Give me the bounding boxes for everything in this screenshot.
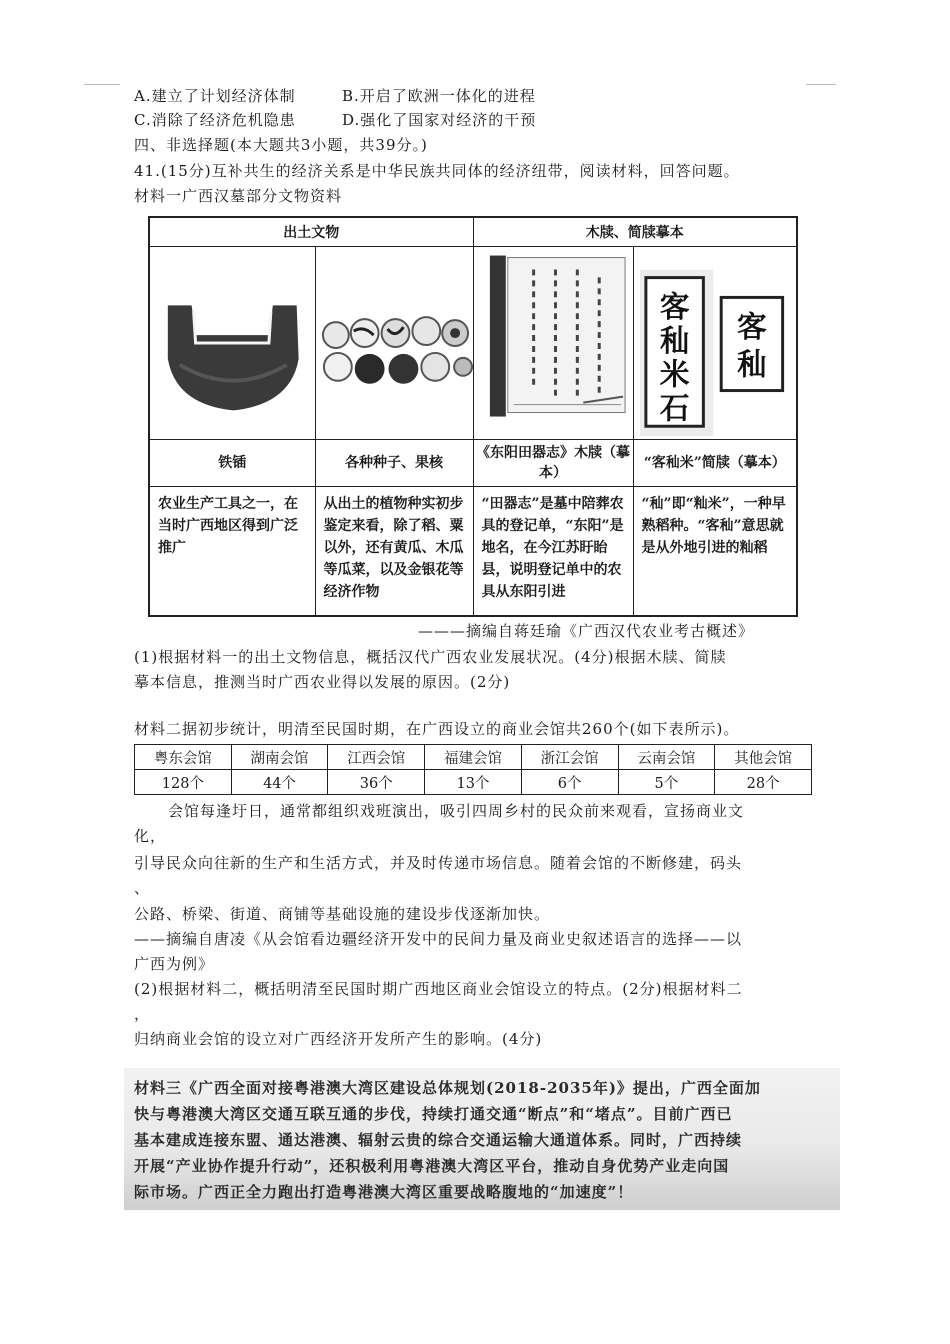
q2-line1: (2)根据材料二，概括明清至民国时期广西地区商业会馆设立的特点。(2分)根据材料二 <box>134 980 743 998</box>
option-b: B.开启了欧洲一体化的进程 <box>342 87 536 105</box>
header-unearthed-artifacts: 出土文物 <box>149 217 473 247</box>
slip-small-char-2: 秈 <box>736 347 767 383</box>
wood-slip-image <box>473 247 633 440</box>
material3-line4: 开展“产业协作提升行动”，还积极利用粤港澳大湾区平台，推动自身优势产业走向国 <box>134 1157 730 1175</box>
desc-wood-slip: “田器志”是墓中陪葬农具的登记单，“东阳”是地名，在今江苏盱眙县，说明登记单中的农具从东阳引进 <box>473 487 633 617</box>
q1-line1: (1)根据材料一的出土文物信息，概括汉代广西农业发展状况。(4分)根据木牍、简牍 <box>134 648 727 666</box>
guild-value-row <box>135 770 812 795</box>
seeds-icon <box>316 247 473 439</box>
caption-bamboo-slip: “客秈米”简牍（摹本） <box>633 440 797 487</box>
guild-table <box>134 744 812 795</box>
guild-value: 5个 <box>618 770 715 795</box>
option-c: C.消除了经济危机隐患 <box>134 111 296 129</box>
material2-source-line1: ——摘编自唐凌《从会馆看边疆经济开发中的民间力量及商业史叙述语言的选择——以 <box>134 930 743 948</box>
slip-char-2: 秈 <box>659 323 689 359</box>
material3-line5: 际市场。广西正全力跑出打造粤港澳大湾区重要战略腹地的“加速度”！ <box>134 1183 634 1201</box>
material2-para3: 公路、桥梁、街道、商铺等基础设施的建设步伐逐渐加快。 <box>134 905 551 923</box>
guild-header: 粤东会馆 <box>135 745 232 770</box>
slip-char-1: 客 <box>659 290 689 326</box>
material2-source-line2: 广西为例》 <box>134 955 215 973</box>
scan-rule-right <box>806 84 836 85</box>
guild-header: 浙江会馆 <box>521 745 618 770</box>
material2-para2-line2: 、 <box>134 879 151 897</box>
guild-value: 44个 <box>231 770 328 795</box>
guild-value: 28个 <box>715 770 812 795</box>
guild-header-row <box>135 745 812 770</box>
bamboo-slip-image <box>633 247 797 440</box>
seeds-image <box>315 247 473 440</box>
material2-intro: 材料二据初步统计，明清至民国时期，在广西设立的商业会馆共260个(如下表所示)。 <box>134 720 740 738</box>
caption-seeds: 各种种子、果核 <box>315 440 473 487</box>
material3-line3: 基本建成连接东盟、通达港澳、辐射云贵的综合交通运输大通道体系。同时，广西持续 <box>134 1131 743 1149</box>
desc-seeds: 从出土的植物种实初步鉴定来看，除了稻、粟以外，还有黄瓜、木瓜等瓜菜，以及金银花等经济作物 <box>315 487 473 617</box>
iron-spade-icon <box>150 247 315 439</box>
guild-header: 云南会馆 <box>618 745 715 770</box>
guild-value: 128个 <box>135 770 232 795</box>
guild-header: 其他会馆 <box>715 745 812 770</box>
guild-value: 13个 <box>425 770 522 795</box>
material3-line2: 快与粤港澳大湾区交通互联互通的步伐，持续打通交通“断点”和“堵点”。目前广西已 <box>134 1105 733 1123</box>
option-d: D.强化了国家对经济的干预 <box>342 111 537 129</box>
desc-iron-spade: 农业生产工具之一，在当时广西地区得到广泛推广 <box>149 487 315 617</box>
option-a: A.建立了计划经济体制 <box>134 87 296 105</box>
slip-char-4: 石 <box>659 391 689 427</box>
bamboo-slip-icon <box>634 247 797 439</box>
material3-line1: 材料三《广西全面对接粤港澳大湾区建设总体规划(2018-2035年)》提出，广西全面加 <box>134 1079 761 1097</box>
material2-para1-line1: 会馆每逢圩日，通常都组织戏班演出，吸引四周乡村的民众前来观看，宣扬商业文 <box>168 802 745 820</box>
material1-source: ———摘编自蒋廷瑜《广西汉代农业考古概述》 <box>418 622 755 640</box>
scan-rule-left <box>84 84 120 85</box>
q1-line2: 摹本信息，推测当时广西农业得以发展的原因。(2分) <box>134 673 511 691</box>
guild-header: 福建会馆 <box>425 745 522 770</box>
slip-char-3: 米 <box>659 357 689 393</box>
material2-para2-line1: 引导民众向往新的生产和生活方式，并及时传递市场信息。随着会馆的不断修建，码头 <box>134 854 743 872</box>
q2-line3: 归纳商业会馆的设立对广西经济开发所产生的影响。(4分) <box>134 1030 543 1048</box>
material1-title: 材料一广西汉墓部分文物资料 <box>134 187 343 205</box>
question-41: 41.(15分)互补共生的经济关系是中华民族共同体的经济纽带，阅读材料，回答问题。 <box>134 162 740 180</box>
section-heading: 四、非选择题(本大题共3小题，共39分。) <box>134 136 428 154</box>
material2-para1-line2: 化， <box>134 827 167 845</box>
caption-wood-slip: 《东阳田器志》木牍（摹本） <box>473 440 633 487</box>
guild-header: 湖南会馆 <box>231 745 328 770</box>
guild-value: 36个 <box>328 770 425 795</box>
artifact-table <box>148 216 798 617</box>
wood-slip-icon <box>474 247 633 439</box>
slip-small-char-1: 客 <box>736 310 767 346</box>
guild-value: 6个 <box>521 770 618 795</box>
guild-header: 江西会馆 <box>328 745 425 770</box>
q2-line2: ， <box>134 1005 151 1023</box>
caption-iron-spade: 铁锸 <box>149 440 315 487</box>
header-slip-copies: 木牍、简牍摹本 <box>473 217 797 247</box>
iron-spade-image <box>149 247 315 440</box>
desc-bamboo-slip: “秈”即“籼米”，一种早熟稻种。“客秈”意思就是从外地引进的籼稻 <box>633 487 797 617</box>
